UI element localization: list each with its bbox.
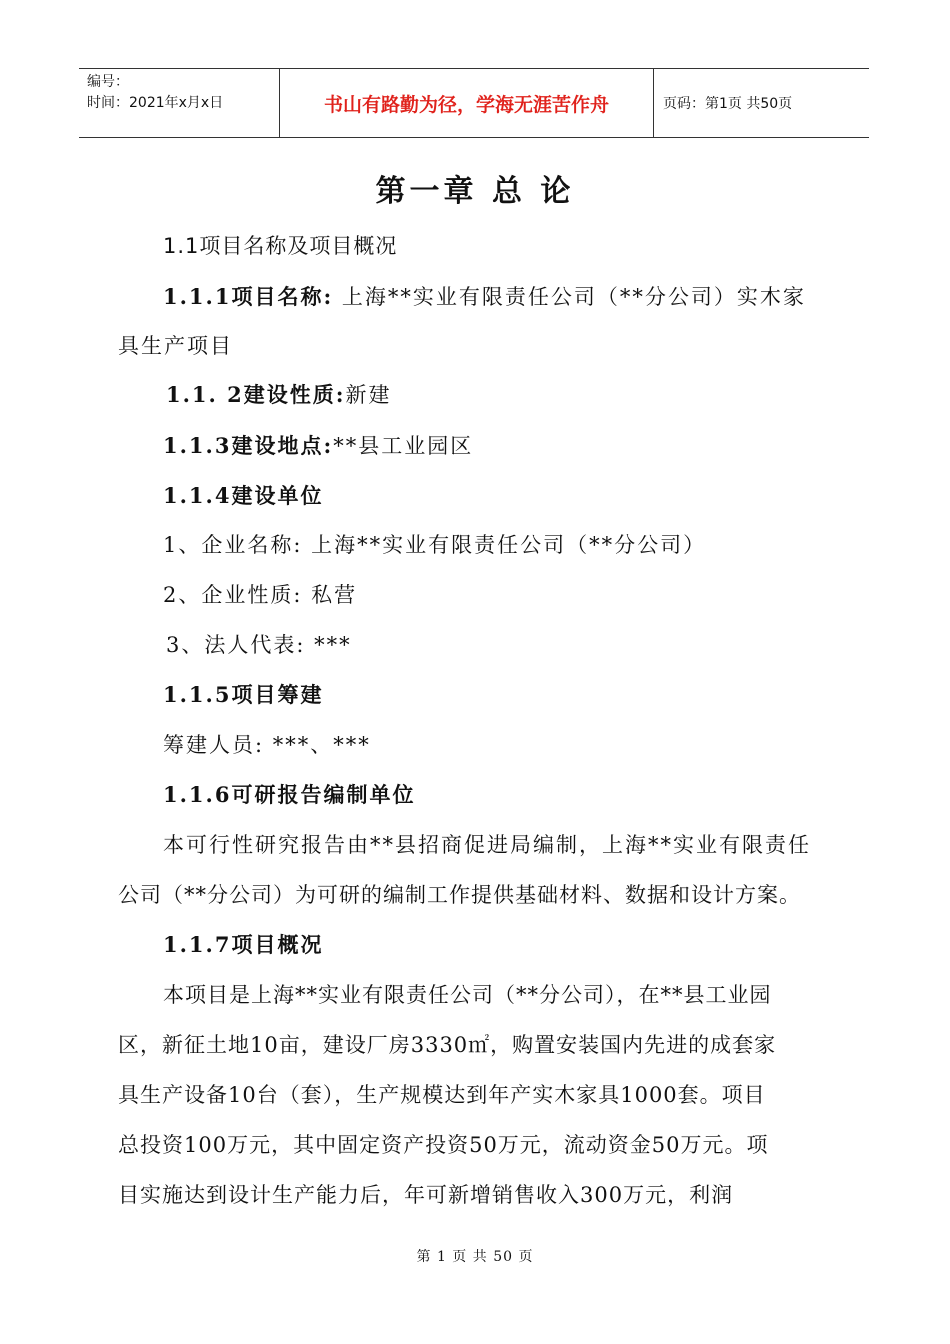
paragraph-line: 筹建人员: ***、*** xyxy=(163,733,371,757)
paragraph-line: 具生产设备10台（套），生产规模达到年产实木家具1000套。项目 xyxy=(118,1083,766,1107)
document-number-label: 编号： xyxy=(87,74,129,90)
paragraph-line: 具生产项目 xyxy=(118,334,233,358)
field-label: 1.1. 2建设性质: xyxy=(166,382,346,407)
paragraph-line: 公司（**分公司）为可研的编制工作提供基础材料、数据和设计方案。 xyxy=(118,883,801,907)
field-label: 1.1.1项目名称: xyxy=(163,284,334,309)
paragraph-line: 总投资100万元，其中固定资产投资50万元，流动资金50万元。项 xyxy=(118,1133,769,1157)
paragraph-line: 本项目是上海**实业有限责任公司（**分公司），在**县工业园 xyxy=(163,983,772,1007)
field-value: 上海**实业有限责任公司（**分公司）实木家 xyxy=(333,285,806,309)
section-heading: 1.1项目名称及项目概况 xyxy=(163,234,398,258)
paragraph-line: 本可行性研究报告由**县招商促进局编制，上海**实业有限责任 xyxy=(163,833,811,857)
section-heading: 1.1.5项目筹建 xyxy=(163,682,324,707)
header-meta xyxy=(79,69,280,137)
list-item: 1、企业名称: 上海**实业有限责任公司（**分公司） xyxy=(163,533,707,557)
page-footer: 第 1 页 共 50 页 xyxy=(416,1249,534,1265)
field-label: 1.1.3建设地点: xyxy=(163,433,334,458)
paragraph-line xyxy=(166,379,392,409)
list-item: 2、企业性质: 私营 xyxy=(163,583,358,607)
paragraph-line xyxy=(163,281,806,311)
header-page-number: 页码：第1页 共50页 xyxy=(663,96,793,112)
header-motto: 书山有路勤为径，学海无涯苦作舟 xyxy=(280,69,654,137)
paragraph-line xyxy=(163,430,473,460)
list-item: 3、法人代表: *** xyxy=(166,633,352,657)
section-heading: 1.1.6可研报告编制单位 xyxy=(163,782,416,807)
section-heading: 1.1.7项目概况 xyxy=(163,932,324,957)
paragraph-line: 区，新征土地10亩，建设厂房3330㎡，购置安装国内先进的成套家 xyxy=(118,1033,777,1057)
paragraph-line: 目实施达到设计生产能力后，年可新增销售收入300万元，利润 xyxy=(118,1183,734,1207)
document-date: 时间：2021年x月x日 xyxy=(87,95,224,111)
field-value: 新建 xyxy=(345,383,392,407)
section-heading: 1.1.4建设单位 xyxy=(163,483,324,508)
chapter-title: 第一章 总 论 xyxy=(375,174,575,209)
page-header xyxy=(79,68,869,138)
field-value: **县工业园区 xyxy=(333,434,474,458)
